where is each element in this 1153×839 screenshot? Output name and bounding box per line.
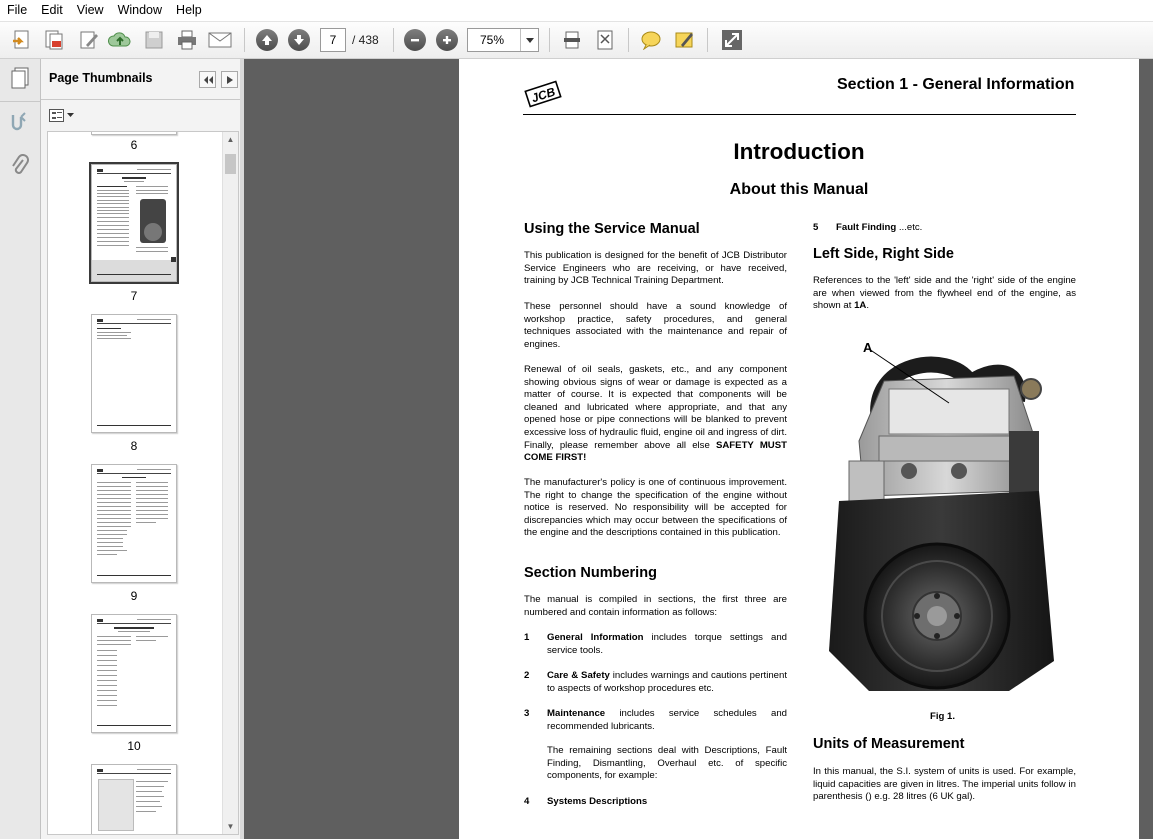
thumbnail-page-11[interactable]: [91, 764, 177, 835]
header-rule: [523, 114, 1076, 115]
list-item: Care & Safety includes warnings and cautions pertinent to aspects of workshop procedures etc.: [547, 670, 788, 694]
toolbar: [0, 22, 1153, 59]
paragraph: The manual is compiled in sections, the first three are numbered and contain information as follows:: [524, 594, 787, 618]
thumbnail-label: 7: [130, 289, 138, 303]
paragraph: Renewal of oil seals, gaskets, etc., and any component showing obvious signs of wear or damage is expected as a matter of course. It is expected that components will be cleaned and lubricated where appropriate, and that any opened hose or pipe connections will be blanked to prevent excessive loss of hydraulic fluid, engine oil and ingress of dirt. Finally, please remember above all else SAFETY MUST COME FIRST!: [524, 364, 787, 464]
fit-page-icon[interactable]: [592, 27, 618, 53]
thumbnail-list[interactable]: [47, 131, 239, 835]
engine-figure: [809, 341, 1069, 701]
thumbnail-label: 8: [130, 439, 138, 453]
zoom-out-button[interactable]: [402, 27, 428, 53]
heading-units: Units of Measurement: [813, 736, 965, 752]
previous-page-button[interactable]: [254, 27, 280, 53]
thumbnail-scrollbar[interactable]: [222, 132, 238, 834]
minus-icon: [404, 29, 426, 51]
create-pdf-icon[interactable]: [9, 27, 35, 53]
section-header: Section 1 - General Information: [837, 76, 1075, 93]
figure-marker: A: [863, 340, 873, 355]
email-icon[interactable]: [207, 27, 233, 53]
document-page: [459, 59, 1139, 839]
list-number: 1: [524, 632, 530, 643]
fit-width-icon[interactable]: [559, 27, 585, 53]
paragraph: In this manual, the S.I. system of units is used. For example, liquid capacities are given in litres. The imperial units follow in parenthesis () e.g. 28 litres (6 UK gal).: [813, 766, 1076, 803]
thumbnail-page-7[interactable]: [91, 164, 177, 282]
page-thumbnails-icon[interactable]: [7, 65, 33, 91]
arrow-down-icon: [288, 29, 310, 51]
bookmarks-icon[interactable]: [7, 109, 33, 135]
figure-caption: Fig 1.: [930, 711, 956, 722]
highlight-icon[interactable]: [672, 27, 698, 53]
thumbnails-title: Page Thumbnails: [49, 71, 153, 85]
zoom-select[interactable]: [467, 28, 539, 52]
thumbnail-page-10[interactable]: [91, 614, 177, 733]
scroll-up-icon[interactable]: ▲: [226, 135, 235, 144]
thumbnail-label: 10: [127, 739, 141, 753]
thumbnails-panel: [41, 59, 241, 839]
paragraph: The remaining sections deal with Descriptions, Fault Finding, Dismantling, Overhaul etc. of specific components, for example:: [547, 745, 787, 782]
paragraph: References to the 'left' side and the 'right' side of the engine are when viewed from the flywheel end of the engine, as shown at 1A.: [813, 275, 1076, 312]
zoom-value: 75%: [480, 33, 505, 47]
thumbnail-page-8[interactable]: [91, 314, 177, 433]
svg-text:JCB: JCB: [529, 84, 557, 106]
menu-view[interactable]: View: [76, 3, 104, 17]
thumbnails-header: [41, 59, 240, 99]
upload-cloud-icon[interactable]: [107, 27, 133, 53]
page-total: / 438: [352, 33, 379, 47]
menu-edit[interactable]: Edit: [41, 3, 63, 17]
paragraph: This publication is designed for the benefit of JCB Distributor Service Engineers who are receiving, or have received, training by JCB Technical Training Department.: [524, 250, 787, 287]
thumbnail-options-button[interactable]: [49, 108, 75, 124]
list-number: 5: [813, 222, 819, 233]
scroll-down-icon[interactable]: ▼: [226, 822, 235, 831]
zoom-in-button[interactable]: [434, 27, 460, 53]
navigation-pane-strip: [0, 59, 41, 839]
arrow-up-icon: [256, 29, 278, 51]
thumbnail-label: 9: [130, 589, 138, 603]
menu-bar: [0, 0, 1153, 22]
list-number: 2: [524, 670, 530, 681]
paragraph: These personnel should have a sound knowledge of workshop practice, safety procedures, and general techniques associated with the maintenance and repair of engines.: [524, 301, 787, 350]
thumbnail-label: 6: [130, 138, 138, 152]
list-item: Systems Descriptions: [547, 796, 648, 807]
page-subtitle: About this Manual: [729, 181, 869, 198]
comment-icon[interactable]: [638, 27, 664, 53]
heading-left-right-side: Left Side, Right Side: [813, 246, 954, 262]
page-title: Introduction: [733, 139, 865, 164]
next-page-button[interactable]: [286, 27, 312, 53]
edit-document-icon[interactable]: [76, 27, 102, 53]
collapse-panel-button[interactable]: [199, 71, 216, 88]
thumbnail-page-5[interactable]: [91, 131, 177, 135]
paragraph: The manufacturer's policy is one of continuous improvement. The right to change the specification of the engine without notice is reserved. No responsibility will be accepted for discrepancies which may occur between the specifications of the engine and the descriptions contained in this publication.: [524, 477, 787, 539]
heading-using-manual: Using the Service Manual: [524, 221, 700, 237]
menu-window[interactable]: Window: [117, 3, 163, 17]
fullscreen-icon[interactable]: [719, 27, 745, 53]
scrollbar-thumb[interactable]: [225, 154, 236, 174]
plus-icon: [436, 29, 458, 51]
list-item: General Information includes torque settings and service tools.: [547, 632, 787, 656]
page-number-input[interactable]: 7: [320, 28, 346, 52]
chevron-down-icon[interactable]: [520, 29, 538, 51]
jcb-logo: [524, 79, 562, 112]
thumbnail-page-9[interactable]: [91, 464, 177, 583]
print-icon[interactable]: [174, 27, 200, 53]
combine-pdf-icon[interactable]: [41, 27, 67, 53]
list-number: 3: [524, 708, 530, 719]
menu-file[interactable]: File: [7, 3, 28, 17]
menu-help[interactable]: Help: [176, 3, 202, 17]
save-icon[interactable]: [141, 27, 167, 53]
list-number: 4: [524, 796, 530, 807]
list-item: Maintenance includes service schedules and recommended lubricants.: [547, 708, 787, 732]
attachment-icon[interactable]: [7, 153, 33, 179]
panel-forward-button[interactable]: [221, 71, 238, 88]
heading-section-numbering: Section Numbering: [524, 565, 657, 581]
list-item: Fault Finding ...etc.: [836, 222, 923, 233]
